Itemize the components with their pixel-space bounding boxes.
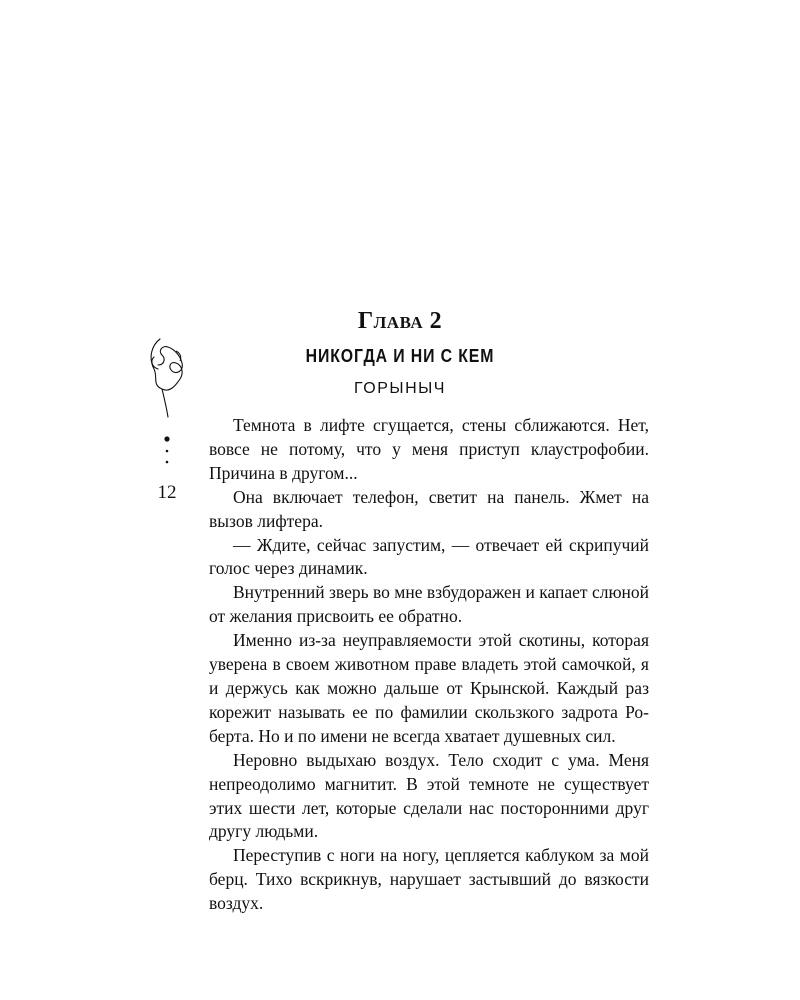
paragraph: Темнота в лифте сгущается, стены сближаются. Нет, вовсе не потому, что у меня приступ клаустрофобии. Причина в другом... [209, 415, 649, 483]
paragraph: Неровно выдыхаю воздух. Тело сходит с ума. Меня непреодолимо магнитит. В этой темноте не существует этих шести лет, которые сделали нас посторонними друг другу людьми. [209, 749, 649, 842]
paragraph: Внутренний зверь во мне взбудоражен и капает слюной от желания присвоить ее обратно. [209, 582, 649, 627]
face-line-art-icon [140, 335, 190, 420]
chapter-label: Глава [357, 308, 424, 334]
chapter-title: НИКОГДА И НИ С КЕМ [305, 346, 495, 366]
page-number: 12 [157, 482, 177, 503]
paragraph: Переступив с ноги на ногу, цепляется каблуком за мой берц. Тихо вскрикнув, нарушает застывший до вязкости воздух. [209, 845, 649, 914]
body-text [209, 414, 649, 916]
vertical-dots-icon [160, 435, 174, 467]
paragraph: Она включает телефон, светит на панель. Жмет на вызов лифтера. [209, 486, 649, 531]
paragraph: — Ждите, сейчас запустим, — отвечает ей скрипучий голос через динамик. [209, 534, 649, 579]
chapter-subtitle: ГОРЫНЫЧ [354, 380, 446, 397]
paragraph: Именно из-за неуправляемости этой скотины, которая уверена в своем животном праве владеть этой самочкой, я и держусь как можно дальше от Крынской. Каждый раз корежит называть ее по фамилии скользкого задрота Роберта. Но и по имени не всегда хватает душевных сил. [209, 630, 649, 746]
chapter-number: 2 [429, 308, 443, 334]
chapter-heading [0, 306, 800, 336]
